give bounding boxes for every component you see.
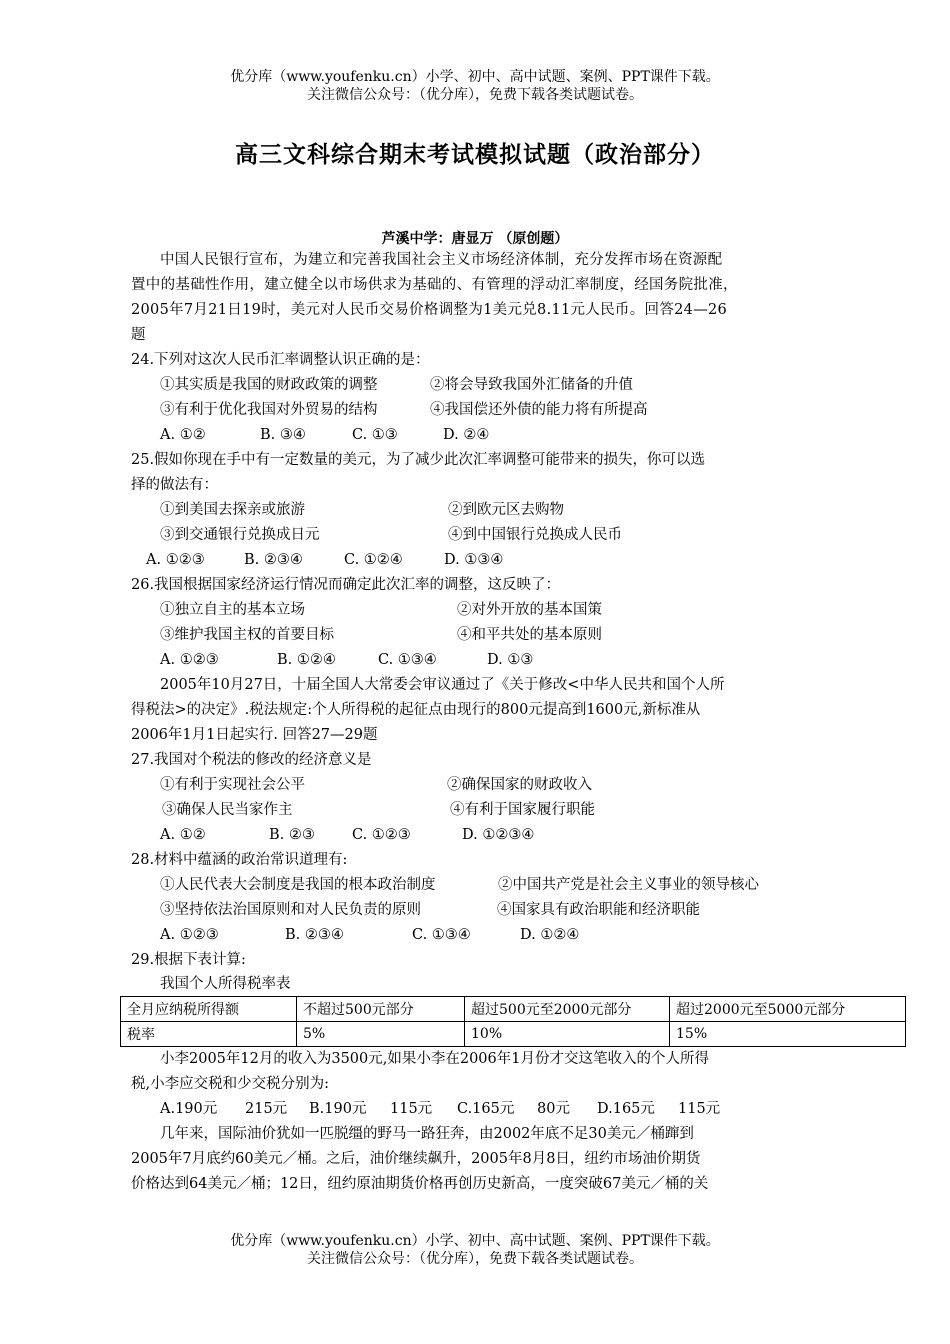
top-banner	[0, 68, 950, 104]
q24-option: ①其实质是我国的财政政策的调整	[160, 377, 378, 393]
table-row	[121, 997, 906, 1022]
q24-choice: D. ②④	[443, 427, 490, 443]
q29-text: 小李2005年12月的收入为3500元,如果小李在2006年1月份才交这笔收入的个人所得	[160, 1051, 709, 1067]
q28-choice: C. ①③④	[412, 927, 471, 943]
material2-line: 2006年1月1日起实行. 回答27—29题	[131, 727, 378, 743]
q29-choice: 215元	[245, 1101, 288, 1117]
q28-option: ③坚持依法治国原则和对人民负责的原则	[160, 902, 421, 918]
material2-line: 2005年10月27日，十届全国人大常委会审议通过了《关于修改<中华人民共和国个人所	[160, 677, 725, 693]
q27-choice: C. ①②③	[352, 827, 411, 843]
q24-choice: C. ①③	[352, 427, 398, 443]
q29-text: 税,小李应交税和少交税分别为:	[131, 1076, 329, 1092]
q25-choice: C. ①②④	[344, 552, 403, 568]
q28-choice: D. ①②④	[520, 927, 580, 943]
q24-choice: B. ③④	[260, 427, 306, 443]
banner-line-1: 优分库（www.youfenku.cn）小学、初中、高中试题、案例、PPT课件下载。	[230, 69, 720, 85]
q27-option: ①有利于实现社会公平	[160, 777, 305, 793]
q25-option: ①到美国去探亲或旅游	[160, 502, 305, 518]
material1-line: 中国人民银行宣布，为建立和完善我国社会主义市场经济体制，充分发挥市场在资源配	[160, 252, 723, 268]
q25-choice: A. ①②③	[146, 552, 205, 568]
q27-choice: A. ①②	[160, 827, 206, 843]
q25-stem: 择的做法有：	[131, 477, 218, 493]
q28-choice: A. ①②③	[160, 927, 219, 943]
tax-rate-table	[120, 996, 906, 1047]
table-cell: 超过500元至2000元部分	[465, 997, 670, 1022]
q29-stem: 29.根据下表计算:	[131, 952, 246, 968]
page-title: 高三文科综合期末考试模拟试题（政治部分）	[235, 141, 715, 168]
q28-option: ④国家具有政治职能和经济职能	[497, 902, 700, 918]
q27-option: ②确保国家的财政收入	[447, 777, 592, 793]
banner-line-2: 关注微信公众号：（优分库），免费下载各类试题试卷。	[307, 1251, 643, 1267]
q28-option: ②中国共产党是社会主义事业的领导核心	[498, 877, 759, 893]
q29-choice: A.190元	[160, 1101, 218, 1117]
q26-choice: C. ①③④	[378, 652, 437, 668]
q29-choice: 115元	[390, 1101, 433, 1117]
table-cell: 税率	[121, 1022, 297, 1047]
q24-option: ②将会导致我国外汇储备的升值	[430, 377, 633, 393]
material1-line: 题	[131, 327, 146, 343]
q28-option: ①人民代表大会制度是我国的根本政治制度	[160, 877, 436, 893]
material1-line: 2005年7月21日19时，美元对人民币交易价格调整为1美元兑8.11元人民币。回答24—26	[131, 302, 728, 318]
q27-stem: 27.我国对个税法的修改的经济意义是	[131, 752, 372, 768]
q27-choice: D. ①②③④	[462, 827, 535, 843]
q29-choice: B.190元	[309, 1101, 367, 1117]
material3-line: 2005年7月底约60美元／桶。之后，油价继续飙升，2005年8月8日，纽约市场油价期货	[131, 1151, 701, 1167]
q24-stem: 24.下列对这次人民币汇率调整认识正确的是：	[131, 352, 430, 368]
table-cell: 超过2000元至5000元部分	[670, 997, 906, 1022]
table-cell: 15%	[670, 1022, 906, 1047]
q25-choice: B. ②③④	[244, 552, 303, 568]
bottom-banner	[0, 1232, 950, 1268]
table-cell: 5%	[297, 1022, 465, 1047]
q26-option: ②对外开放的基本国策	[457, 602, 602, 618]
material2-line: 得税法>的决定》.税法规定:个人所得税的起征点由现行的800元提高到1600元,新标准从	[131, 702, 701, 718]
q26-choice: D. ①③	[487, 652, 534, 668]
q29-choice: 80元	[537, 1101, 570, 1117]
q24-option: ④我国偿还外债的能力将有所提高	[430, 402, 648, 418]
material3-line: 价格达到64美元／桶；12日，纽约原油期货价格再创历史新高，一度突破67美元／桶的关	[131, 1176, 709, 1192]
q25-option: ③到交通银行兑换成日元	[160, 527, 320, 543]
q28-choice: B. ②③④	[285, 927, 344, 943]
q25-option: ②到欧元区去购物	[448, 502, 564, 518]
q26-option: ④和平共处的基本原则	[457, 627, 602, 643]
q26-choice: B. ①②④	[277, 652, 336, 668]
table-title: 我国个人所得税率表	[160, 976, 291, 992]
banner-line-2: 关注微信公众号：（优分库），免费下载各类试题试卷。	[307, 87, 643, 103]
q27-option: ④有利于国家履行职能	[450, 802, 595, 818]
author-line: 芦溪中学：唐显万 （原创题）	[381, 231, 569, 247]
table-cell: 全月应纳税所得额	[121, 997, 297, 1022]
q29-choice: C.165元	[457, 1101, 515, 1117]
q27-choice: B. ②③	[269, 827, 315, 843]
q26-option: ①独立自主的基本立场	[160, 602, 305, 618]
q26-stem: 26.我国根据国家经济运行情况而确定此次汇率的调整，这反映了：	[131, 577, 561, 593]
table-cell: 10%	[465, 1022, 670, 1047]
q24-option: ③有利于优化我国对外贸易的结构	[160, 402, 378, 418]
q25-stem: 25.假如你现在手中有一定数量的美元，为了减少此次汇率调整可能带来的损失，你可以选	[131, 452, 706, 468]
material1-line: 置中的基础性作用，建立健全以市场供求为基础的、有管理的浮动汇率制度，经国务院批准，	[131, 277, 738, 293]
material3-line: 几年来，国际油价犹如一匹脱缰的野马一路狂奔，由2002年底不足30美元／桶蹿到	[160, 1126, 694, 1142]
table-cell: 不超过500元部分	[297, 997, 465, 1022]
q28-stem: 28.材料中蕴涵的政治常识道理有:	[131, 852, 348, 868]
q29-choice: 115元	[678, 1101, 721, 1117]
q24-choice: A. ①②	[160, 427, 206, 443]
q26-choice: A. ①②③	[160, 652, 219, 668]
q25-option: ④到中国银行兑换成人民币	[448, 527, 622, 543]
banner-line-1: 优分库（www.youfenku.cn）小学、初中、高中试题、案例、PPT课件下载。	[230, 1233, 720, 1249]
q25-choice: D. ①③④	[444, 552, 504, 568]
q26-option: ③维护我国主权的首要目标	[160, 627, 334, 643]
q27-option: ③确保人民当家作主	[162, 802, 293, 818]
table-row	[121, 1022, 906, 1047]
q29-choice: D.165元	[597, 1101, 655, 1117]
